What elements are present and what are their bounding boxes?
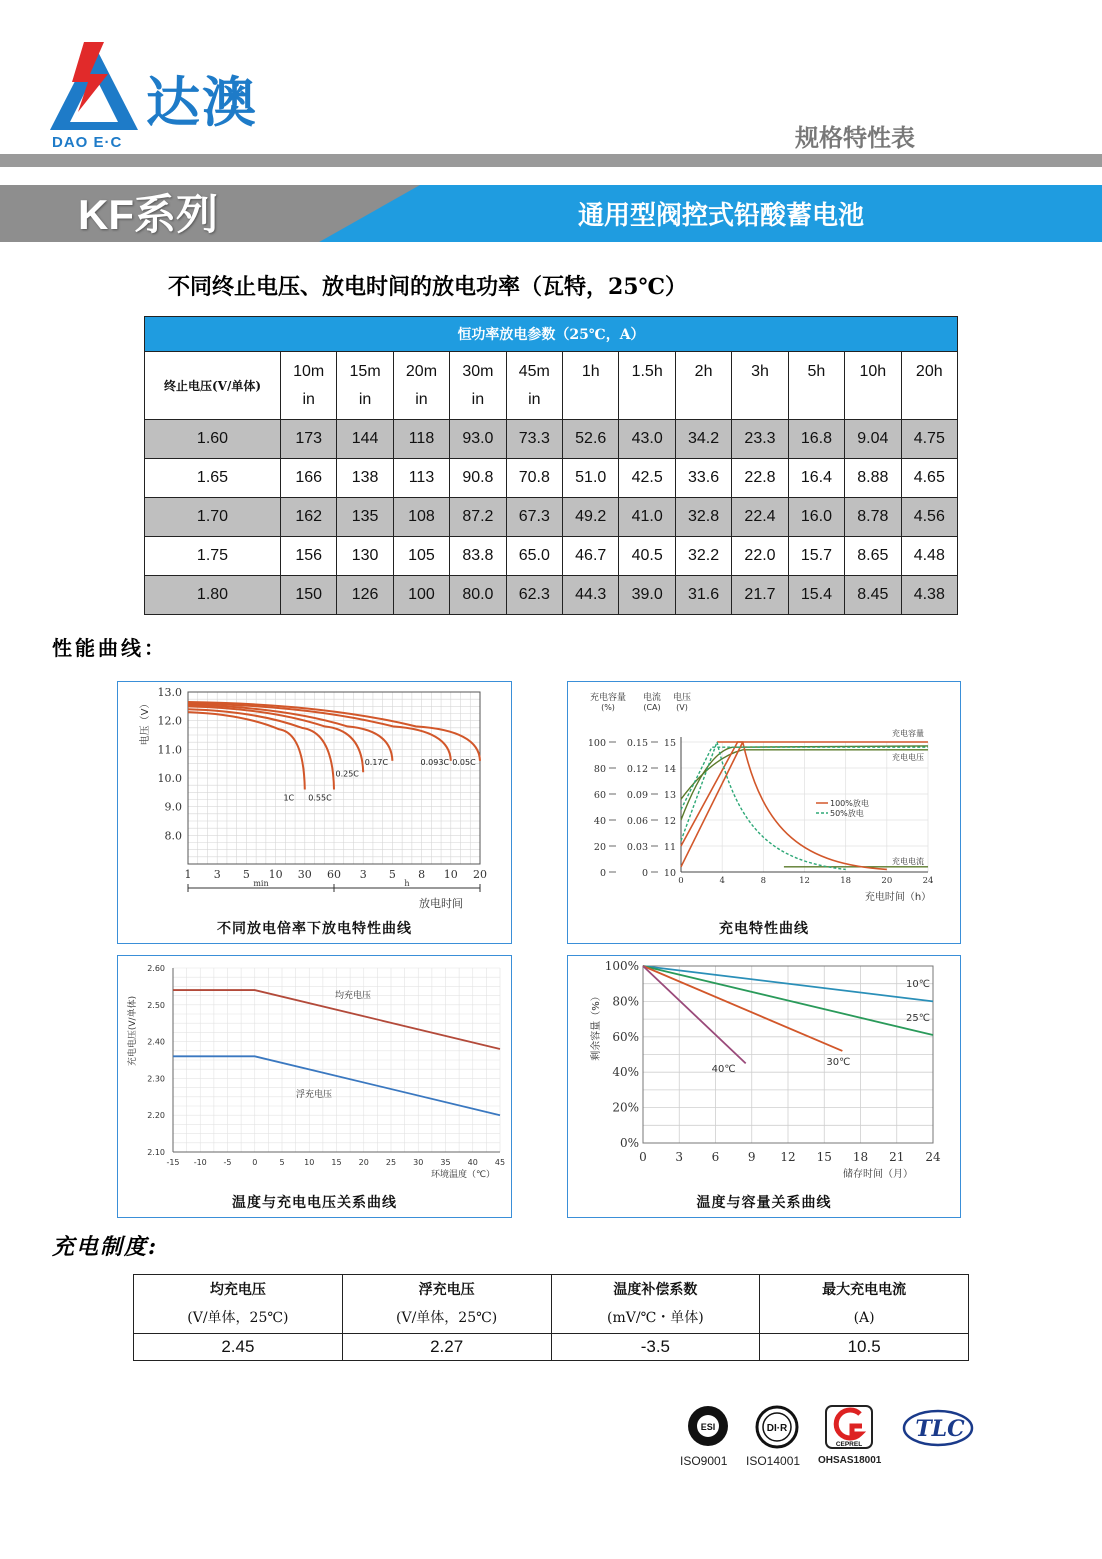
- col-header-line2: [732, 386, 787, 414]
- col-header-line1: 5h: [807, 362, 826, 380]
- power-cell: 8.45: [845, 576, 901, 615]
- x-tick-label: 35: [440, 1158, 451, 1167]
- chart-discharge: [118, 682, 513, 945]
- power-table-caption: 恒功率放电参数（25℃，A）: [145, 317, 958, 352]
- x-tick-label: 0: [678, 876, 684, 886]
- power-cell: 90.8: [450, 459, 506, 498]
- power-cell: 43.0: [619, 420, 675, 459]
- charging-header-title: 温度补偿系数: [613, 1282, 698, 1298]
- x-tick-label: 5: [388, 868, 396, 881]
- col-header: [506, 352, 562, 420]
- col-header-line1: 2h: [694, 362, 713, 380]
- cert-label-iso9001: ISO9001: [680, 1454, 728, 1468]
- current-tick: 0.09: [626, 790, 648, 801]
- voltage-cell: 1.65: [145, 459, 281, 498]
- x-tick-label: 60: [327, 868, 341, 881]
- col-header: [845, 352, 901, 420]
- brand-name-cn: 达澳: [146, 70, 258, 134]
- header-unit: (CA): [643, 703, 661, 712]
- power-table-heading: 不同终止电压、放电时间的放电功率（瓦特，25℃）: [168, 274, 687, 300]
- power-cell: 173: [281, 420, 337, 459]
- table-row: [145, 537, 958, 576]
- power-cell: 162: [281, 498, 337, 537]
- power-cell: 144: [337, 420, 393, 459]
- header-label: 电流: [642, 693, 662, 703]
- header-unit: (V): [676, 703, 688, 712]
- power-cell: 65.0: [506, 537, 562, 576]
- table-row: [145, 420, 958, 459]
- col-header-line1: 15m: [349, 362, 381, 380]
- x-axis-label: 储存时间（月）: [843, 1169, 913, 1180]
- x-tick-label: 3: [359, 868, 367, 881]
- col-header-line2: in: [358, 390, 372, 408]
- power-cell: 22.8: [732, 459, 788, 498]
- annotation-label: 充电容量: [892, 729, 924, 738]
- col-header: [619, 352, 675, 420]
- series-label: 10℃: [906, 979, 930, 991]
- curves-heading: 性能曲线：: [52, 636, 167, 660]
- current-tick: 0.12: [626, 764, 648, 775]
- power-cell: 52.6: [563, 420, 619, 459]
- y-tick-label: 11.0: [157, 743, 182, 757]
- power-cell: 8.65: [845, 537, 901, 576]
- col-header-line1: 1.5h: [631, 362, 663, 380]
- charging-header-unit: (A): [853, 1310, 875, 1326]
- power-table: [144, 316, 958, 615]
- power-cell: 80.0: [450, 576, 506, 615]
- series-subtitle: 通用型阀控式铅酸蓄电池: [578, 201, 865, 231]
- power-cell: 16.4: [788, 459, 844, 498]
- power-cell: 8.78: [845, 498, 901, 537]
- charging-header-unit: (V/单体，25℃): [187, 1310, 289, 1326]
- col-header-line1: 45m: [518, 362, 550, 380]
- x-tick-label: 6: [711, 1150, 720, 1164]
- charging-value: 10.5: [760, 1334, 969, 1361]
- table-row: [145, 459, 958, 498]
- col-header-line1: 3h: [751, 362, 769, 380]
- dihr-cert-icon: [754, 1404, 800, 1450]
- power-cell: 4.48: [901, 537, 957, 576]
- x-tick-label: 9: [747, 1150, 756, 1164]
- chart-charging-caption: 充电特性曲线: [719, 921, 809, 937]
- capacity-tick: 80: [593, 764, 606, 775]
- power-cell: 113: [393, 459, 449, 498]
- power-cell: 126: [337, 576, 393, 615]
- y-tick-label: 10.0: [157, 772, 182, 785]
- curve-label: 0.17C: [364, 757, 389, 767]
- x-tick-label: 18: [840, 876, 852, 886]
- capacity-tick: 0: [599, 868, 606, 879]
- power-cell: 15.7: [788, 537, 844, 576]
- x-tick-label: 3: [213, 868, 221, 881]
- certifications: [680, 1404, 980, 1474]
- power-cell: 130: [337, 537, 393, 576]
- col-header: [281, 352, 337, 420]
- cert-label-ohsas: OHSAS18001: [818, 1455, 882, 1466]
- current-50-curve: [717, 742, 846, 869]
- esi-cert-mark: ESI: [700, 1422, 716, 1432]
- x-tick-label: 20: [473, 868, 487, 881]
- x-tick-label: 25: [385, 1158, 397, 1167]
- x-tick-label: 15: [331, 1158, 342, 1167]
- x-tick-label: 3: [675, 1150, 684, 1164]
- y-tick-label: 0%: [619, 1136, 639, 1150]
- x-tick-label: 0: [252, 1158, 258, 1167]
- power-cell: 166: [281, 459, 337, 498]
- header-unit: (%): [601, 703, 615, 712]
- header-label: 充电容量: [589, 693, 627, 703]
- esi-cert-icon: [686, 1404, 730, 1448]
- power-cell: 156: [281, 537, 337, 576]
- col-header-line1: 20h: [915, 362, 943, 380]
- power-cell: 62.3: [506, 576, 562, 615]
- x-tick-label: 20: [881, 876, 893, 886]
- power-cell: 87.2: [450, 498, 506, 537]
- chart-temp-voltage-frame: [117, 955, 512, 1218]
- chart-charging: [568, 682, 962, 945]
- col-header: [393, 352, 449, 420]
- voltage-tick: 14: [663, 764, 676, 775]
- legend-label: 50%放电: [830, 809, 864, 818]
- chart-discharge-frame: [117, 681, 512, 944]
- charging-header: [760, 1275, 969, 1334]
- y-tick-label: 100%: [604, 959, 639, 973]
- ceprel-cert-icon: [824, 1404, 874, 1450]
- x-tick-label: 20: [358, 1158, 369, 1167]
- y-tick-label: 8.0: [164, 829, 182, 843]
- col-header-line2: in: [302, 390, 315, 408]
- voltage-cell: 1.60: [145, 420, 281, 459]
- col-header-line2: [676, 386, 731, 414]
- x-tick-label: 8: [418, 868, 426, 881]
- annotation-label: 充电电压: [892, 753, 924, 762]
- power-cell: 4.65: [901, 459, 957, 498]
- col-header-line2: [619, 386, 674, 414]
- power-cell: 42.5: [619, 459, 675, 498]
- charging-heading: 充电制度:: [52, 1234, 159, 1260]
- x-axis-label: 环境温度（℃）: [430, 1170, 496, 1180]
- capacity-tick: 60: [593, 790, 606, 801]
- x-tick-label: 10: [304, 1158, 315, 1167]
- x-axis-label: 放电时间: [419, 897, 463, 910]
- power-cell: 83.8: [450, 537, 506, 576]
- x-tick-label: 30: [413, 1158, 424, 1167]
- header-label: 电压: [672, 693, 692, 703]
- power-cell: 4.56: [901, 498, 957, 537]
- voltage-tick: 11: [663, 842, 676, 853]
- company-logo-icon: [48, 40, 140, 132]
- tlc-cert-mark: TLC: [915, 1416, 965, 1442]
- storage-line-3: [643, 966, 746, 1063]
- corner-label: 终止电压(V/单体): [145, 352, 281, 420]
- current-tick: 0: [641, 868, 648, 879]
- chart-storage: [568, 956, 962, 1219]
- x-tick-label: -15: [166, 1158, 180, 1167]
- x-tick-label: 40: [467, 1158, 478, 1167]
- power-cell: 49.2: [563, 498, 619, 537]
- col-header: [675, 352, 731, 420]
- x-tick-label: 0: [639, 1150, 647, 1164]
- x-tick-label: 10: [443, 868, 458, 881]
- power-cell: 34.2: [675, 420, 731, 459]
- power-cell: 108: [393, 498, 449, 537]
- current-tick: 0.15: [626, 738, 648, 749]
- y-tick-label: 40%: [612, 1065, 639, 1080]
- col-header-line2: in: [471, 390, 485, 408]
- series-label: 30℃: [826, 1057, 851, 1069]
- col-header-line2: [789, 386, 844, 414]
- y-tick-label: 2.20: [147, 1111, 165, 1121]
- brand-name-en: DAO E·C: [52, 134, 123, 151]
- series-label: 浮充电压: [295, 1090, 333, 1100]
- curve-label: 0.55C: [308, 793, 332, 803]
- cert-label-iso14001: ISO14001: [746, 1454, 801, 1468]
- charging-header-unit: (V/单体，25℃): [396, 1310, 498, 1326]
- power-cell: 138: [337, 459, 393, 498]
- voltage-tick: 10: [663, 868, 676, 879]
- y-tick-label: 20%: [612, 1100, 639, 1115]
- power-cell: 16.0: [788, 498, 844, 537]
- chart-discharge-caption: 不同放电倍率下放电特性曲线: [217, 921, 412, 937]
- col-header: [450, 352, 506, 420]
- charging-table: [133, 1274, 969, 1361]
- series-label: 40℃: [711, 1064, 736, 1076]
- col-header-line2: [902, 386, 957, 414]
- charging-header: [134, 1275, 343, 1334]
- x-tick-label: 24: [922, 876, 934, 886]
- power-cell: 135: [337, 498, 393, 537]
- x-axis-label: 充电时间（h）: [864, 892, 932, 903]
- curve-label: 1C: [283, 793, 295, 803]
- capacity-tick: 40: [593, 816, 606, 827]
- x-tick-label: 30: [297, 868, 312, 881]
- power-cell: 21.7: [732, 576, 788, 615]
- col-header: [901, 352, 957, 420]
- col-header-line1: 10m: [293, 362, 325, 380]
- table-row: [145, 498, 958, 537]
- voltage-tick: 13: [663, 790, 676, 801]
- y-tick-label: 2.30: [147, 1074, 165, 1084]
- col-header-line1: 10h: [859, 362, 887, 380]
- power-cell: 32.2: [675, 537, 731, 576]
- x-tick-label: 15: [816, 1150, 832, 1164]
- chart-temp-voltage: [118, 956, 513, 1219]
- x-tick-label: 8: [760, 876, 767, 886]
- tlc-cert-icon: [902, 1408, 974, 1448]
- power-cell: 118: [393, 420, 449, 459]
- series-title: KF系列: [78, 191, 218, 238]
- power-cell: 33.6: [675, 459, 731, 498]
- doc-type-label: 规格特性表: [795, 124, 915, 152]
- chart-storage-frame: [567, 955, 961, 1218]
- col-header: [788, 352, 844, 420]
- legend-label: 100%放电: [830, 799, 869, 808]
- col-header-line1: 30m: [462, 362, 494, 380]
- annotation-label: 充电电流: [892, 857, 924, 866]
- power-cell: 67.3: [506, 498, 562, 537]
- y-tick-label: 2.10: [147, 1148, 165, 1157]
- charging-header-title: 均充电压: [209, 1282, 266, 1298]
- voltage-cell: 1.80: [145, 576, 281, 615]
- y-tick-label: 2.60: [147, 964, 165, 973]
- charging-header: [551, 1275, 760, 1334]
- current-tick: 0.03: [626, 842, 648, 853]
- x-tick-label: -5: [223, 1158, 232, 1167]
- charging-value: 2.27: [342, 1334, 551, 1361]
- col-header: [563, 352, 619, 420]
- current-tick: 0.06: [626, 816, 648, 827]
- power-cell: 22.4: [732, 498, 788, 537]
- voltage-cell: 1.70: [145, 498, 281, 537]
- power-cell: 100: [393, 576, 449, 615]
- y-tick-label: 13.0: [157, 686, 182, 699]
- series-label: 均充电压: [334, 991, 372, 1001]
- power-cell: 32.8: [675, 498, 731, 537]
- power-cell: 51.0: [563, 459, 619, 498]
- power-cell: 22.0: [732, 537, 788, 576]
- col-header-line1: 20m: [405, 362, 438, 380]
- series-label: 25℃: [906, 1012, 930, 1024]
- col-header: [732, 352, 788, 420]
- col-header-line2: in: [528, 390, 541, 408]
- x-tick-label: 5: [279, 1158, 285, 1167]
- x-tick-label: 4: [719, 876, 725, 886]
- power-cell: 70.8: [506, 459, 562, 498]
- power-cell: 16.8: [788, 420, 844, 459]
- charging-header: [342, 1275, 551, 1334]
- charging-header-unit: (mV/℃・单体): [607, 1310, 704, 1326]
- x-tick-label: 24: [925, 1150, 941, 1164]
- curve-label: 0.05C: [452, 757, 476, 767]
- chart-temp-voltage-caption: 温度与充电电压关系曲线: [232, 1195, 397, 1211]
- y-tick-label: 60%: [612, 1029, 639, 1044]
- power-cell: 40.5: [619, 537, 675, 576]
- chart-storage-caption: 温度与容量关系曲线: [696, 1195, 832, 1211]
- col-header: [337, 352, 393, 420]
- y-tick-label: 9.0: [164, 800, 182, 814]
- curve-label: 0.25C: [335, 769, 359, 779]
- x-tick-label: 18: [852, 1150, 869, 1164]
- col-header-line2: in: [415, 390, 428, 408]
- power-cell: 23.3: [732, 420, 788, 459]
- x-tick-label: 12: [799, 876, 810, 886]
- power-cell: 41.0: [619, 498, 675, 537]
- power-cell: 93.0: [450, 420, 506, 459]
- x-tick-label: 1: [184, 868, 192, 881]
- y-axis-label: 剩余容量（%）: [591, 991, 602, 1061]
- dihr-cert-mark: DI·R: [766, 1423, 788, 1434]
- power-cell: 105: [393, 537, 449, 576]
- header-divider: [0, 154, 1102, 167]
- x-tick-label: 5: [242, 868, 250, 881]
- y-tick-label: 12.0: [157, 714, 182, 728]
- power-cell: 46.7: [563, 537, 619, 576]
- power-cell: 4.75: [901, 420, 957, 459]
- chart-charging-frame: [567, 681, 961, 944]
- x-unit-h: h: [404, 879, 410, 888]
- power-cell: 4.38: [901, 576, 957, 615]
- power-cell: 44.3: [563, 576, 619, 615]
- power-cell: 150: [281, 576, 337, 615]
- x-tick-label: -10: [193, 1158, 207, 1167]
- y-axis-label: 充电电压(V/单体): [128, 995, 138, 1067]
- y-tick-label: 2.40: [147, 1037, 165, 1047]
- y-tick-label: 2.50: [147, 1000, 165, 1010]
- x-tick-label: 10: [268, 868, 283, 881]
- power-cell: 73.3: [506, 420, 562, 459]
- col-header-line2: [845, 386, 900, 414]
- power-cell: 9.04: [845, 420, 901, 459]
- x-tick-label: 45: [494, 1158, 506, 1167]
- charging-header-title: 最大充电电流: [822, 1282, 907, 1298]
- table-row: [145, 576, 958, 615]
- charging-value: 2.45: [134, 1334, 343, 1361]
- power-cell: 8.88: [845, 459, 901, 498]
- col-header-line2: [563, 386, 618, 414]
- power-cell: 39.0: [619, 576, 675, 615]
- x-unit-min: min: [253, 879, 269, 888]
- x-tick-label: 21: [889, 1150, 905, 1164]
- curve-label: 0.093C: [420, 757, 450, 767]
- voltage-cell: 1.75: [145, 537, 281, 576]
- capacity-tick: 20: [593, 842, 606, 853]
- col-header-line1: 1h: [581, 362, 600, 380]
- y-tick-label: 80%: [612, 994, 639, 1009]
- power-cell: 31.6: [675, 576, 731, 615]
- capacity-tick: 100: [587, 738, 606, 749]
- voltage-tick: 12: [663, 816, 676, 827]
- y-axis-label: 电压（V）: [140, 698, 151, 746]
- ceprel-cert-mark: CEPREL: [835, 1441, 863, 1448]
- charging-header-title: 浮充电压: [418, 1282, 475, 1298]
- x-tick-label: 12: [780, 1150, 796, 1164]
- charging-value: -3.5: [551, 1334, 760, 1361]
- power-cell: 15.4: [788, 576, 844, 615]
- voltage-tick: 15: [663, 738, 676, 749]
